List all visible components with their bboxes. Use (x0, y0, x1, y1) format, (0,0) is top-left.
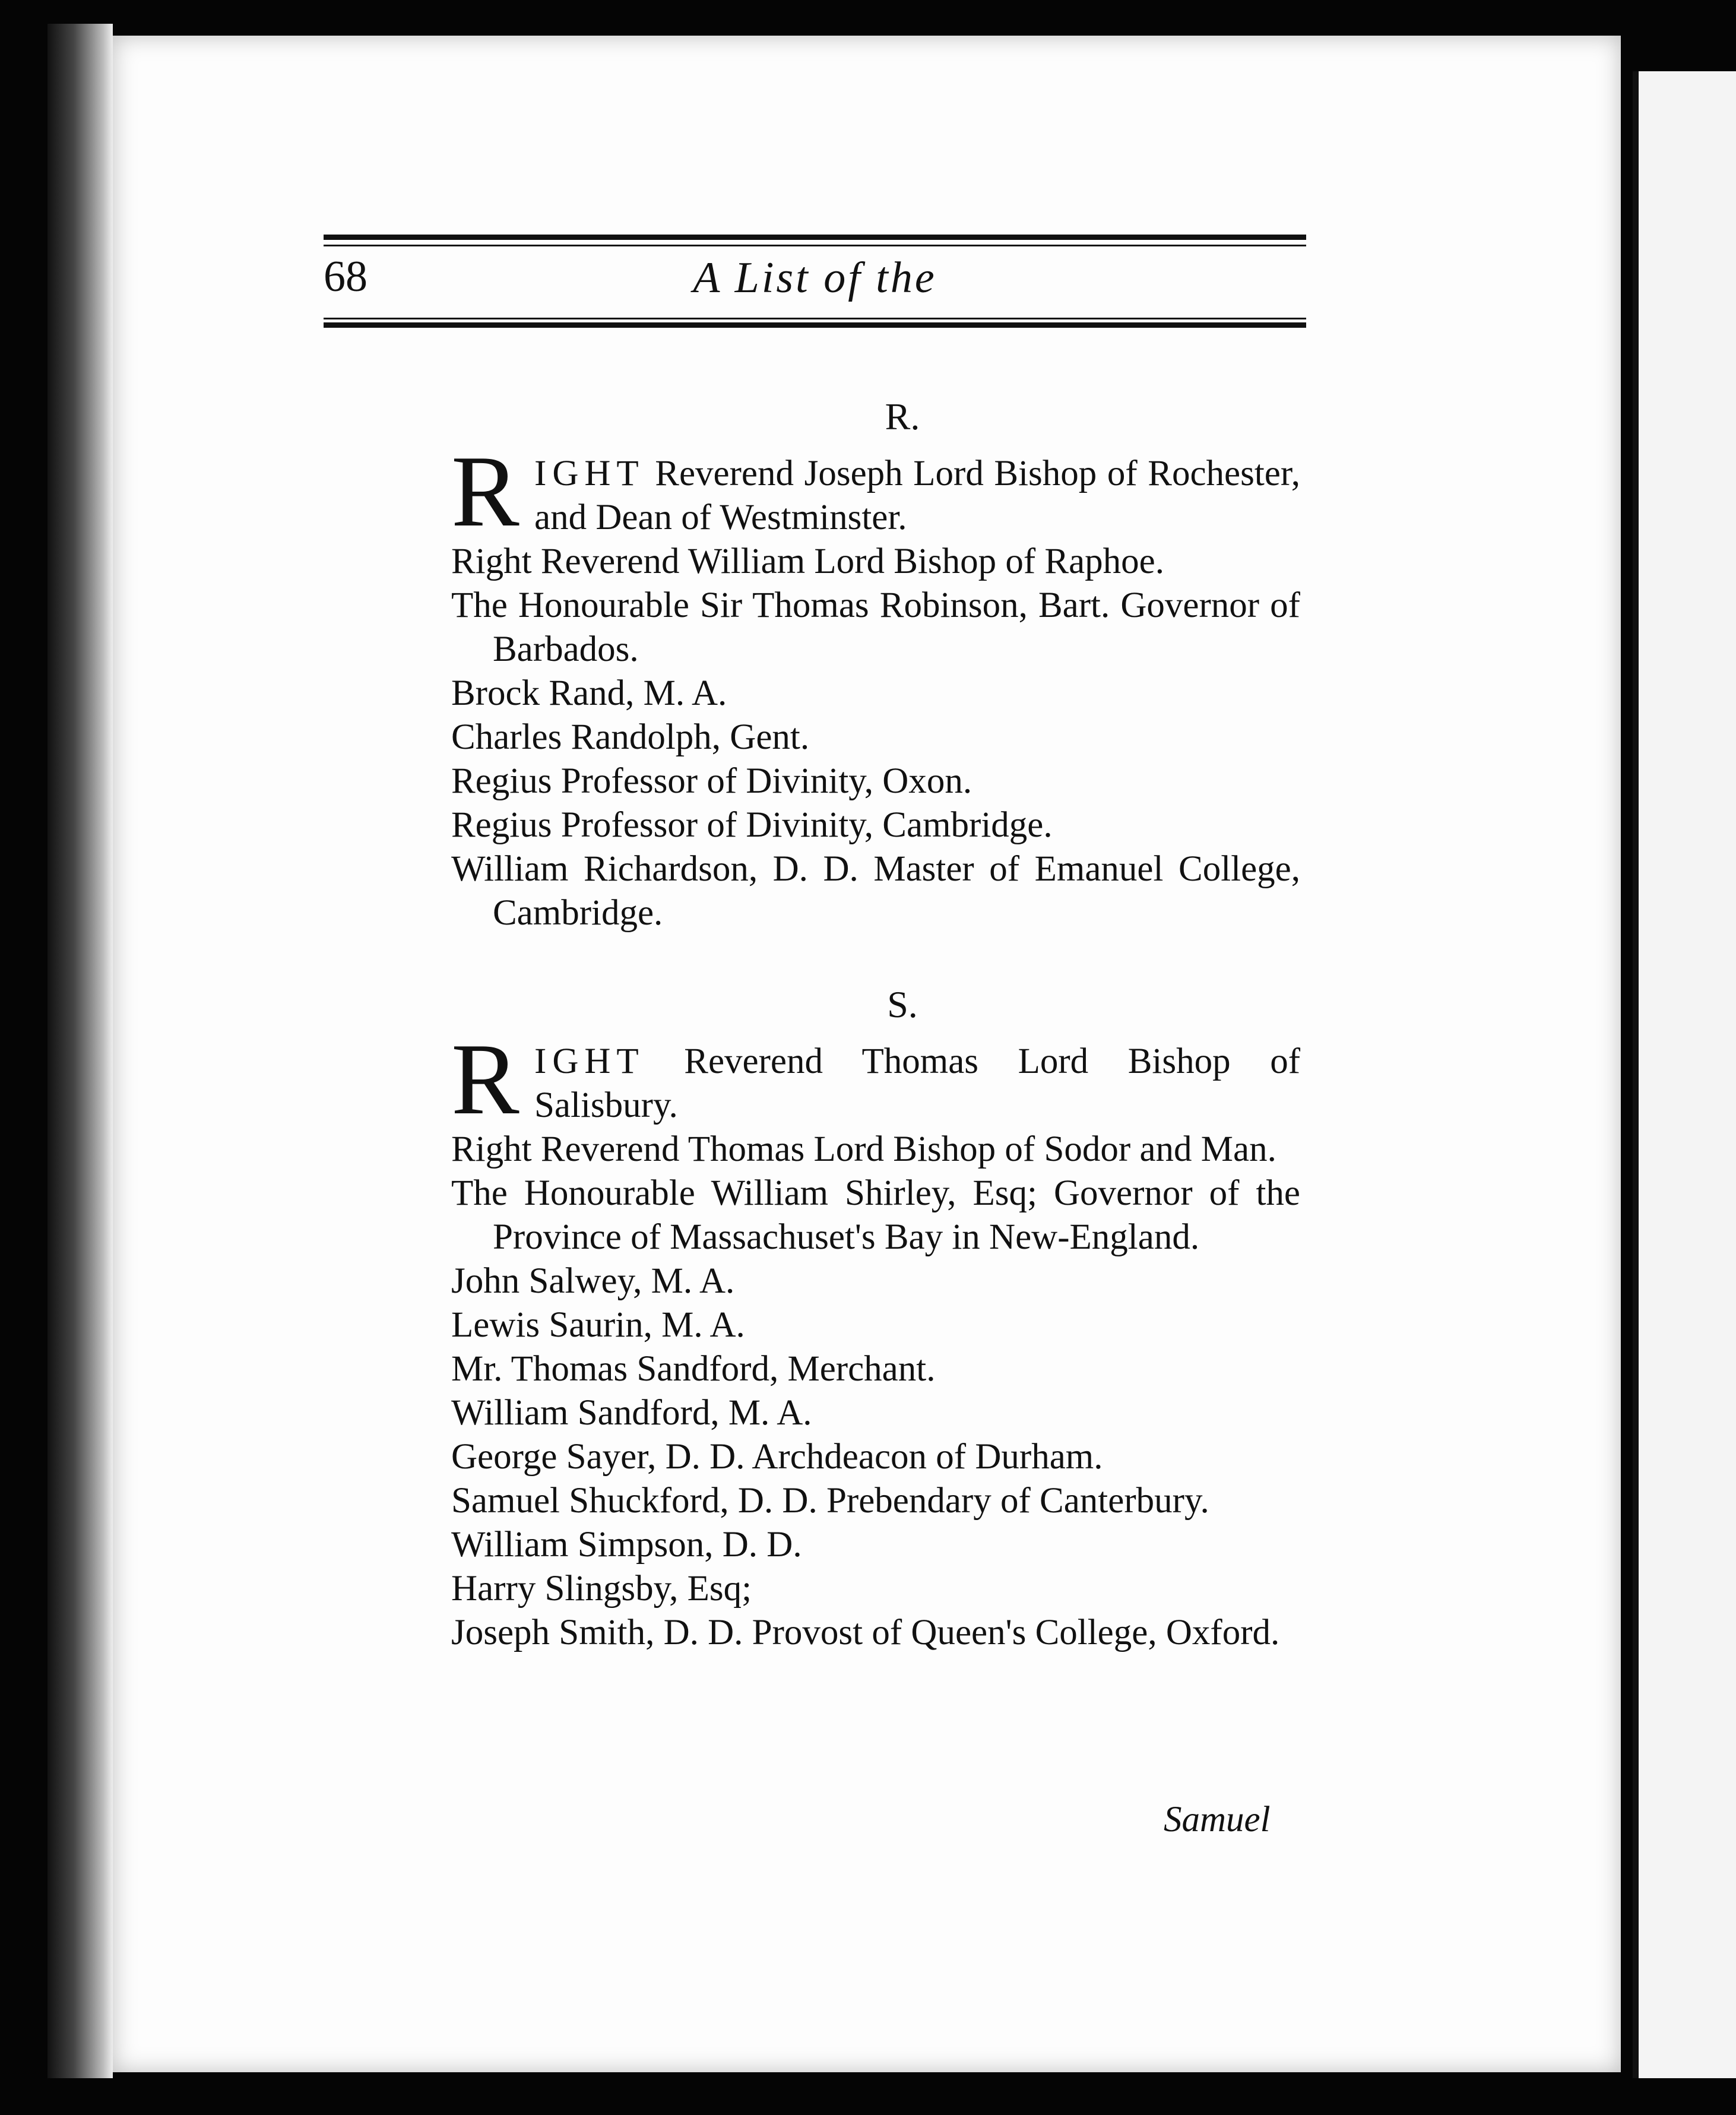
list-entry: Harry Slingsby, Esq; (451, 1569, 752, 1609)
header-rule-top (324, 235, 1306, 240)
list-entry: Regius Professor of Divinity, Cambridge. (451, 805, 1053, 845)
section-r (451, 395, 1300, 935)
list-entry: The Honourable William Shirley, Esq; Governor of the Province of Massachuset's Bay in New-England. (451, 1173, 1300, 1257)
page-number: 68 (324, 252, 368, 301)
list-entry-lead (451, 435, 1300, 548)
book-gutter (47, 24, 113, 2078)
list-entry: Regius Professor of Divinity, Oxon. (451, 761, 972, 801)
list-entry: The Honourable Sir Thomas Robinson, Bart. Governor of Barbados. (451, 585, 1300, 669)
list-entry: William Richardson, D. D. Master of Emanuel College, Cambridge. (451, 849, 1300, 933)
section-letter: S. (887, 983, 918, 1025)
list-entry-lead (451, 1023, 1301, 1136)
facing-page-edge (1633, 71, 1736, 2078)
section-s (451, 983, 1300, 1655)
entry-text: Reverend Thomas Lord Bishop of Salisbury. (534, 1041, 1301, 1125)
page-header (324, 249, 1306, 315)
list-entry: Charles Randolph, Gent. (451, 717, 810, 757)
list-entry: Lewis Saurin, M. A. (451, 1305, 745, 1345)
list-entry: George Sayer, D. D. Archdeacon of Durham. (451, 1437, 1103, 1477)
list-entry: William Sandford, M. A. (451, 1393, 812, 1433)
list-entry: John Salwey, M. A. (451, 1261, 735, 1301)
lead-word: IGHT (534, 1041, 645, 1081)
list-entry: Samuel Shuckford, D. D. Prebendary of Canterbury. (451, 1481, 1209, 1521)
list-entry: Mr. Thomas Sandford, Merchant. (451, 1349, 936, 1389)
list-entry: Right Reverend William Lord Bishop of Raphoe. (451, 542, 1164, 581)
section-letter: R. (885, 395, 920, 438)
entry-text: Reverend Joseph Lord Bishop of Rochester, and Dean of Westminster. (534, 454, 1300, 537)
catchword: Samuel (1164, 1800, 1271, 1839)
drop-cap: R (451, 1023, 519, 1136)
list-entry: William Simpson, D. D. (451, 1525, 802, 1565)
header-rule-bottom (324, 322, 1306, 328)
running-title: A List of the (693, 254, 937, 302)
list-entry: Brock Rand, M. A. (451, 673, 727, 713)
drop-cap: R (451, 435, 519, 548)
header-rule-bottom-thin (324, 318, 1306, 319)
lead-word: IGHT (534, 454, 645, 493)
header-rule-top-thin (324, 245, 1306, 246)
list-entry: Right Reverend Thomas Lord Bishop of Sodor and Man. (451, 1129, 1276, 1169)
list-entry: Joseph Smith, D. D. Provost of Queen's College, Oxford. (451, 1613, 1280, 1652)
